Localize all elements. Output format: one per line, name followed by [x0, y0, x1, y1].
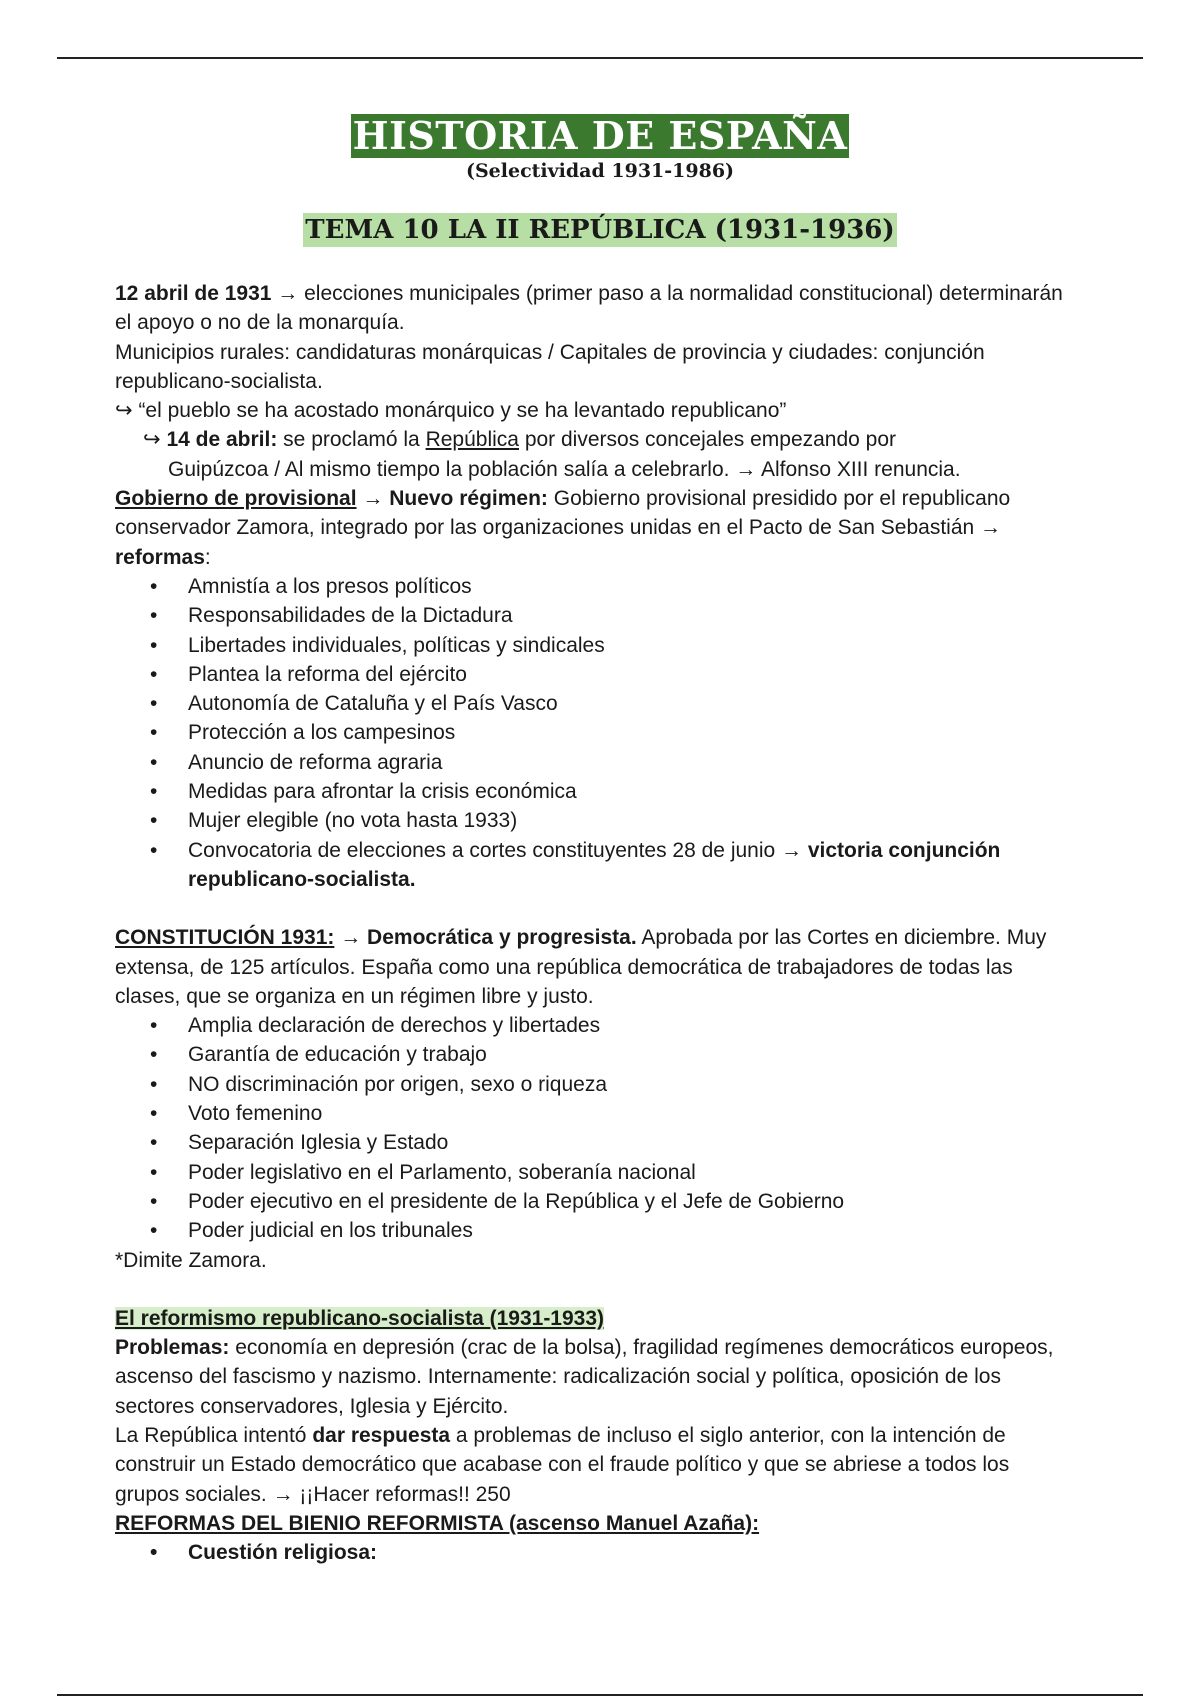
list-item: • Medidas para afrontar la crisis económica [115, 777, 1075, 806]
gobierno-reformas: reformas [115, 545, 205, 569]
respuesta-text-a: La República intentó [115, 1423, 313, 1447]
document-header [0, 114, 1200, 183]
list-item: • Amplia declaración de derechos y libertades [115, 1011, 1075, 1040]
list-item [115, 836, 1075, 895]
problemas-text: economía en depresión (crac de la bolsa), fragilidad regímenes democráticos europeos, ascenso del fascismo y nazismo. Internamente: radicalización social y política, oposición de los sectores conservadores, Iglesia y Ejército. [115, 1336, 1054, 1418]
gobierno-colon: : [204, 545, 211, 569]
bottom-rule [57, 1694, 1143, 1696]
abril-line2: Guipúzcoa / Al mismo tiempo la población salía a celebrarlo. → Alfonso XIII renuncia. [168, 457, 961, 481]
document-subtitle: (Selectividad 1931-1986) [465, 160, 735, 182]
gobierno-heading: Gobierno de provisional [115, 487, 357, 511]
list-item: • Plantea la reforma del ejército [115, 660, 1075, 689]
abril-republica: República [425, 428, 519, 452]
constitucion-paragraph [115, 923, 1075, 1011]
list-item: • Poder ejecutivo en el presidente de la República y el Jefe de Gobierno [115, 1187, 1075, 1216]
list-item: • Poder legislativo en el Parlamento, soberanía nacional [115, 1158, 1075, 1187]
reformismo-heading: El reformismo republicano-socialista (1931-1933) [115, 1306, 605, 1330]
list-item: • Voto femenino [115, 1099, 1075, 1128]
respuesta-paragraph [115, 1421, 1075, 1509]
bienio-list [115, 1538, 1075, 1567]
abril-line [115, 425, 1075, 454]
list-item: • Libertades individuales, políticas y sindicales [115, 631, 1075, 660]
list-item: • Separación Iglesia y Estado [115, 1128, 1075, 1157]
intro-date: 12 abril de 1931 [115, 282, 272, 305]
intro-paragraph [115, 279, 1075, 338]
abril-text-b: por diversos concejales empezando por [518, 428, 897, 452]
bienio-heading: REFORMAS DEL BIENIO REFORMISTA (ascenso Manuel Azaña): [115, 1511, 760, 1535]
list-item: • Amnistía a los presos políticos [115, 572, 1075, 601]
document-body [115, 279, 1075, 1567]
last-item-bold: victoria conjunción republicano-socialista. [188, 838, 1001, 891]
topic-heading-wrapper [0, 213, 1200, 247]
reformismo-heading-line [115, 1304, 1075, 1333]
abril-text-a: se proclamó la [277, 428, 426, 452]
list-item: • Responsabilidades de la Dictadura [115, 601, 1075, 630]
constitucion-note: *Dimite Zamora. [115, 1248, 267, 1272]
bienio-heading-line [115, 1509, 1075, 1538]
constitucion-arrow: → [334, 926, 368, 950]
return-arrow-icon: ↪ [115, 399, 133, 423]
constitucion-list [115, 1011, 1075, 1245]
gobierno-paragraph [115, 484, 1075, 572]
constitucion-heading: CONSTITUCIÓN 1931: [115, 926, 335, 950]
abril-date: 14 de abril: [166, 428, 278, 452]
problemas-paragraph [115, 1333, 1075, 1421]
return-arrow-icon: ↪ [143, 428, 161, 452]
list-item: • Autonomía de Cataluña y el País Vasco [115, 689, 1075, 718]
respuesta-text-c: a problemas de incluso el siglo anterior, con la intención de construir un Estado democrático que acabase con el fraude político y que se abriese a todos los grupos sociales. → ¡¡Hacer reformas!! 250 [115, 1423, 1010, 1506]
intro-quote: “el pueblo se ha acostado monárquico y se ha levantado republicano” [132, 399, 787, 423]
gobierno-text: Gobierno provisional presidido por el republicano conservador Zamora, integrado por las organizaciones unidas en el Pacto de San Sebastián → [115, 487, 1011, 540]
list-item: • Anuncio de reforma agraria [115, 748, 1075, 777]
intro-municipios: Municipios rurales: candidaturas monárquicas / Capitales de provincia y ciudades: conjunción republicano-socialista. [115, 340, 985, 393]
spacer [115, 1275, 1075, 1304]
last-item-text: Convocatoria de elecciones a cortes constituyentes 28 de junio → [188, 838, 808, 862]
intro-quote-line [115, 396, 1075, 425]
gobierno-nuevo: Nuevo régimen: [389, 487, 548, 511]
list-item: • Poder judicial en los tribunales [115, 1216, 1075, 1245]
document-title: HISTORIA DE ESPAÑA [352, 113, 848, 158]
constitucion-bold: Democrática y progresista. [367, 926, 637, 950]
topic-heading: TEMA 10 LA II REPÚBLICA (1931-1936) [305, 215, 895, 245]
list-item: • Mujer elegible (no vota hasta 1933) [115, 806, 1075, 835]
respuesta-bold: dar respuesta [312, 1423, 451, 1447]
gobierno-reform-list [115, 572, 1075, 894]
list-item: • Protección a los campesinos [115, 718, 1075, 747]
list-item: • NO discriminación por origen, sexo o riqueza [115, 1070, 1075, 1099]
gobierno-arrow: → [356, 487, 390, 511]
intro-line1: → elecciones municipales (primer paso a la normalidad constitucional) determinarán el apoyo o no de la monarquía. [115, 282, 1063, 335]
list-item: • Cuestión religiosa: [115, 1538, 1075, 1567]
top-rule [57, 57, 1143, 59]
list-item: • Garantía de educación y trabajo [115, 1040, 1075, 1069]
constitucion-text: Aprobada por las Cortes en diciembre. Muy extensa, de 125 artículos. España como una república democrática de trabajadores de todas las clases, que se organiza en un régimen libre y justo. [115, 926, 1047, 1008]
spacer [115, 894, 1075, 923]
problemas-label: Problemas: [115, 1336, 230, 1360]
